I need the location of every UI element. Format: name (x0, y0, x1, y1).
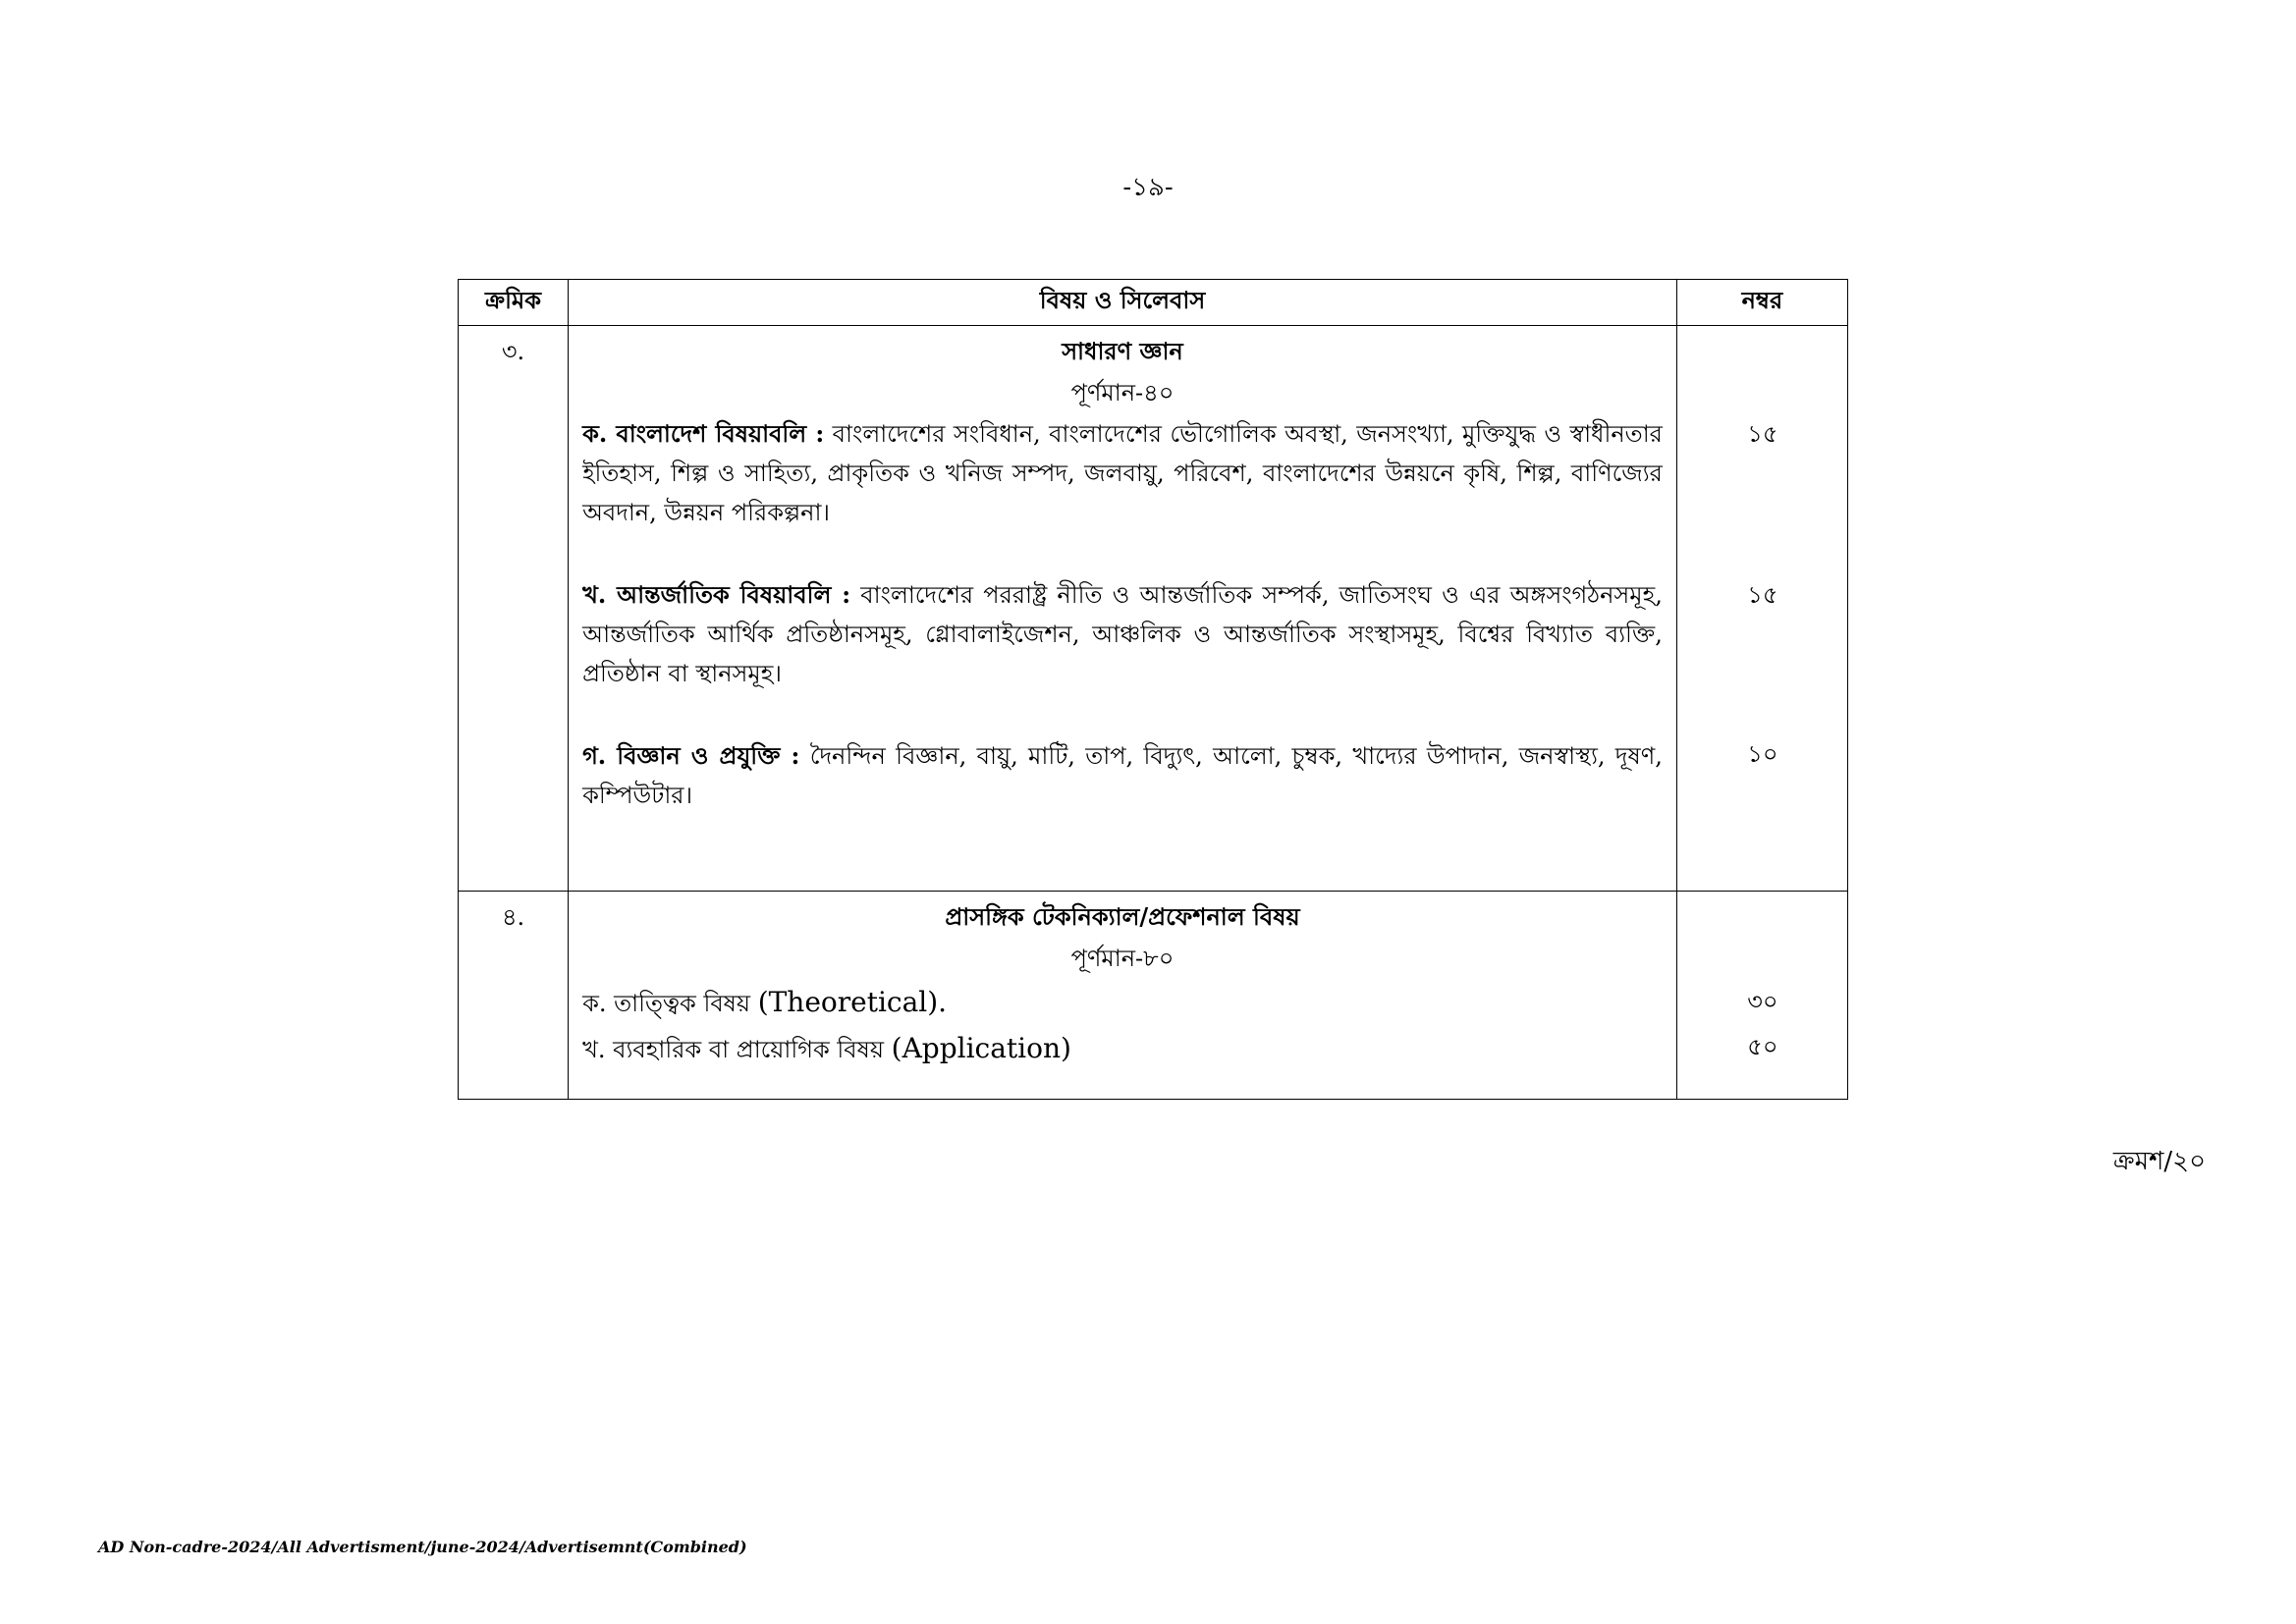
topic-text: বাংলাদেশের পররাষ্ট্র নীতি ও আন্তর্জাতিক সম্পর্ক, জাতিসংঘ ও এর অঙ্গসংগঠনসমূহ, আন্তর্জাতিক আর্থিক প্রতিষ্ঠানসমূহ, গ্লোবালাইজেশন, আঞ্চলিক ও আন্তর্জাতিক সংস্থাসমূহ, বিশ্বের বিখ্যাত ব্যক্তি, প্রতিষ্ঠান বা স্থানসমূহ। (582, 581, 1663, 687)
marks-value: ৩০ (1747, 988, 1778, 1015)
syllabus-table (458, 279, 1848, 1100)
section-title: সাধারণ জ্ঞান (1062, 337, 1183, 365)
marks-cell (1676, 326, 1847, 892)
topic-science-technology (582, 736, 1663, 815)
continued-note: ক্রমশ/২০ (2112, 1147, 2206, 1176)
topic-text: দৈনন্দিন বিজ্ঞান, বায়ু, মাটি, তাপ, বিদ্যুৎ, আলো, চুম্বক, খাদ্যের উপাদান, জনস্বাস্থ্য, দূষণ, কম্পিউটার। (582, 742, 1663, 809)
section-full-marks: পূর্ণমান-৮০ (1070, 945, 1175, 972)
topic-text: বাংলাদেশের সংবিধান, বাংলাদেশের ভৌগোলিক অবস্থা, জনসংখ্যা, মুক্তিযুদ্ধ ও স্বাধীনতার ইতিহাস, শিল্প ও সাহিত্য, প্রাকৃতিক ও খনিজ সম্পদ, জলবায়ু, পরিবেশ, বাংলাদেশের উন্নয়নে কৃষি, শিল্প, বাণিজ্যের অবদান, উন্নয়ন পরিকল্পনা। (582, 420, 1663, 526)
table-header-row (459, 280, 1848, 326)
topic-heading: গ. বিজ্ঞান ও প্রযুক্তি : (582, 741, 800, 770)
marks-value: ৫০ (1747, 1033, 1778, 1060)
item-english: (Theoretical). (757, 986, 948, 1018)
serial-cell: ৪. (459, 892, 569, 1100)
table-row-technical-subject (459, 892, 1848, 1100)
subject-cell (569, 326, 1677, 892)
topic-bangladesh-affairs (582, 414, 1663, 532)
header-marks: নম্বর (1676, 280, 1847, 326)
item-label: ক. তাত্ত্বিক বিষয় (582, 990, 758, 1017)
marks-value: ১০ (1747, 740, 1778, 768)
serial-cell: ৩. (459, 326, 569, 892)
topic-heading: ক. বাংলাদেশ বিষয়াবলি : (582, 419, 825, 448)
page-number: -১৯- (1122, 173, 1174, 202)
footer-reference: AD Non-cadre-2024/All Advertisment/june-2024/Advertisemnt(Combined) (98, 1538, 747, 1556)
section-title: প্রাসঙ্গিক টেকনিক্যাল/প্রফেশনাল বিষয় (945, 902, 1300, 931)
topic-international-affairs (582, 575, 1663, 693)
item-label: খ. ব্যবহারিক বা প্রায়োগিক বিষয় (582, 1036, 892, 1063)
list-item-application (582, 1026, 1663, 1072)
marks-value: ১৫ (1747, 581, 1778, 609)
section-full-marks: পূর্ণমান-৪০ (1070, 379, 1175, 406)
topic-heading: খ. আন্তর্জাতিক বিষয়াবলি : (582, 580, 851, 609)
subject-cell (569, 892, 1677, 1100)
marks-value: ১৫ (1747, 420, 1778, 448)
header-serial: ক্রমিক (459, 280, 569, 326)
table-row-general-knowledge (459, 326, 1848, 892)
marks-cell (1676, 892, 1847, 1100)
header-subject: বিষয় ও সিলেবাস (569, 280, 1677, 326)
list-item-theoretical (582, 980, 1663, 1026)
item-english: (Application) (891, 1032, 1071, 1064)
